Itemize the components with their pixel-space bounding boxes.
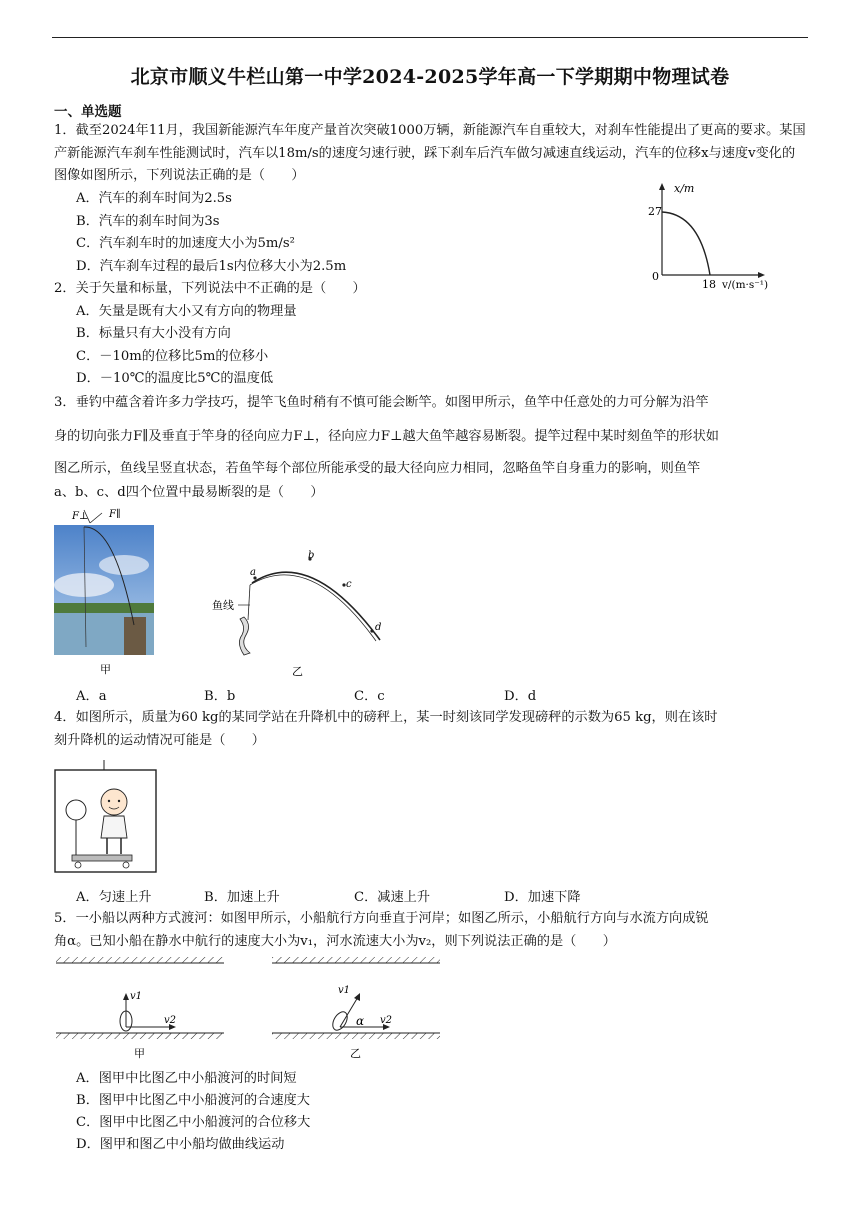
q5-option-a[interactable]: A．图甲中比图乙中小船渡河的时间短	[76, 1071, 297, 1086]
q1-option-d[interactable]: D．汽车刹车过程的最后1s内位移大小为2.5m	[76, 259, 347, 274]
label-f-par: F∥	[109, 509, 121, 520]
q2-option-c[interactable]: C．－10m的位移比5m的位移小	[76, 349, 269, 364]
q3-options	[76, 685, 536, 704]
q3-rod-diagram	[200, 545, 400, 680]
label-jia: 甲	[100, 663, 111, 675]
q3-stem-line3: 图乙所示，鱼线呈竖直状态，若鱼竿每个部位所能承受的最大径向应力相同，忽略鱼竿自身重力的影响，则鱼竿	[54, 461, 701, 476]
q3-stem-line2: 身的切向张力F∥及垂直于竿身的径向应力F⊥，径向应力F⊥越大鱼竿越容易断裂。提竿过程中某时刻鱼竿的形状如	[54, 429, 719, 444]
q1-stem: 1．截至2024年11月，我国新能源汽车年度产量首次突破1000万辆，新能源汽车自重较大，对刹车性能提出了更高的要求。某国产新能源汽车刹车性能测试时，汽车以18m/s的速度匀速行驶，踩下刹车后汽车做匀减速直线运动，汽车的位移x与速度v变化的图像如图所示，下列说法正确的是（ ）	[54, 123, 806, 183]
q5-stem-line1: 5．一小船以两种方式渡河：如图甲所示，小船航行方向垂直于河岸；如图乙所示，小船航行方向与水流方向成锐	[54, 911, 709, 926]
q5-stem-line2: 角α。已知小船在静水中航行的速度大小为v₁，河水流速大小为v₂，则下列说法正确的是（ ）	[54, 934, 616, 949]
label-b: b	[308, 550, 315, 561]
q4-options	[76, 886, 581, 905]
q1-option-c[interactable]: C．汽车刹车时的加速度大小为5m/s²	[76, 236, 295, 251]
q4-stem-line2: 刻升降机的运动情况可能是（ ）	[54, 733, 265, 748]
label-d: d	[375, 622, 382, 633]
label-c: c	[346, 579, 352, 590]
label-fishing-line: 鱼线	[212, 599, 234, 612]
graph-ylabel: x/m	[674, 182, 695, 195]
yi-label-v1: v1	[338, 985, 351, 996]
q3-option-a[interactable]: A．a	[76, 689, 107, 704]
yi-label-alpha: α	[356, 1014, 365, 1028]
q3-option-c[interactable]: C．c	[354, 689, 385, 704]
q3-stem-line4: a、b、c、d四个位置中最易断裂的是（ ）	[54, 485, 324, 500]
label-yi: 乙	[292, 665, 303, 678]
graph-origin: 0	[652, 270, 659, 283]
q4-stem-line1: 4．如图所示，质量为60 kg的某同学站在升降机中的磅秤上，某一时刻该同学发现磅秤的示数为65 kg，则在该时	[54, 710, 718, 725]
q2-option-d[interactable]: D．－10℃的温度比5℃的温度低	[76, 371, 274, 386]
q4-option-c[interactable]: C．减速上升	[354, 890, 431, 905]
q2-option-b[interactable]: B．标量只有大小没有方向	[76, 326, 231, 341]
q4-option-d[interactable]: D．加速下降	[504, 890, 581, 905]
q1-option-a[interactable]: A．汽车的刹车时间为2.5s	[76, 191, 232, 206]
q4-option-b[interactable]: B．加速上升	[204, 890, 280, 905]
q2-stem: 2．关于矢量和标量，下列说法中不正确的是（ ）	[54, 281, 366, 296]
q3-fishing-photo	[54, 505, 156, 675]
q5-option-d[interactable]: D．图甲和图乙中小船均做曲线运动	[76, 1137, 285, 1152]
q5-label-yi: 乙	[350, 1047, 361, 1060]
q3-option-b[interactable]: B．b	[204, 689, 236, 704]
jia-label-v2: v2	[164, 1015, 177, 1026]
graph-xlabel: v/(m·s⁻¹)	[722, 279, 769, 291]
yi-label-v2: v2	[380, 1015, 393, 1026]
q5-option-b[interactable]: B．图甲中比图乙中小船渡河的合速度大	[76, 1093, 310, 1108]
q5-label-jia: 甲	[134, 1047, 145, 1060]
q3-stem-line1: 3．垂钓中蕴含着许多力学技巧，提竿飞鱼时稍有不慎可能会断竿。如图甲所示，鱼竿中任意处的力可分解为沿竿	[54, 395, 709, 410]
q3-option-d[interactable]: D．d	[504, 689, 537, 704]
q4-option-a[interactable]: A．匀速上升	[76, 890, 152, 905]
page-title: 北京市顺义牛栏山第一中学2024-2025学年高一下学期期中物理试卷	[130, 66, 730, 88]
graph-xtick: 18	[702, 278, 716, 291]
q4-elevator-figure	[54, 760, 158, 875]
label-f-perp: F⊥	[72, 511, 89, 522]
jia-label-v1: v1	[130, 991, 143, 1002]
graph-ytick: 27	[648, 205, 662, 218]
section-heading: 一、单选题	[54, 104, 122, 120]
q2-option-a[interactable]: A．矢量是既有大小又有方向的物理量	[76, 304, 297, 319]
label-a: a	[250, 567, 256, 578]
q5-option-c[interactable]: C．图甲中比图乙中小船渡河的合位移大	[76, 1115, 311, 1130]
q1-option-b[interactable]: B．汽车的刹车时间为3s	[76, 214, 220, 229]
top-rule	[52, 37, 808, 38]
q5-river-figures	[54, 955, 454, 1065]
